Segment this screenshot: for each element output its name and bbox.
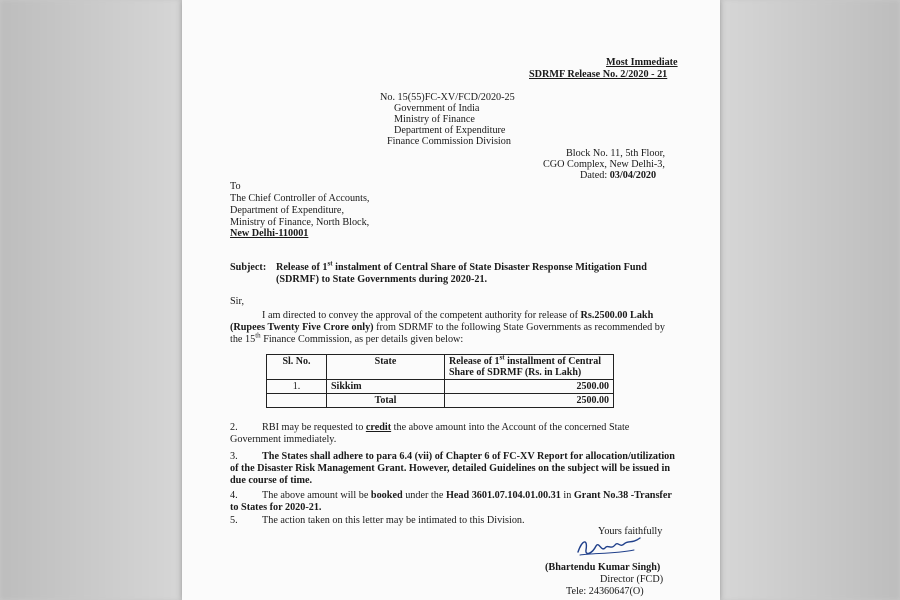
yours-faithfully: Yours faithfully [598,526,663,537]
signatory-name: (Bhartendu Kumar Singh) [545,562,661,573]
total-amount: 2500.00 [445,394,614,408]
release-table [266,354,614,408]
table-row [267,380,614,394]
date-label: Dated: [580,170,610,181]
signatory-designation: Director (FCD) [600,574,664,585]
signature-icon [574,532,644,560]
address-line-1: Block No. 11, 5th Floor, [566,148,666,159]
file-number: No. 15(55)FC-XV/FCD/2020-25 [380,92,515,103]
para1-line-2: (Rupees Twenty Five Crore only) from SDRMF to the following State Governments as recommended by [230,322,665,333]
header-state: State [327,355,445,380]
para2-line-1: RBI may be requested to credit the above amount into the Account of the concerned State [262,422,630,433]
to-label: To [230,181,241,192]
para4-number: 4. [230,490,238,501]
table-header-row [267,355,614,380]
para3-line-3: due course of time. [230,475,313,486]
header-sl-no: Sl. No. [267,355,327,380]
para1-line-1: I am directed to convey the approval of the competent authority for release of Rs.2500.00 Lakh [262,310,654,321]
row-amount: 2500.00 [445,380,614,394]
para5-line-1: The action taken on this letter may be intimated to this Division. [262,515,525,526]
blurred-background-left [0,0,182,600]
subject-label: Subject: [230,262,267,273]
total-empty-cell [267,394,327,408]
header-release: Release of 1st installment of Central Share of SDRMF (Rs. in Lakh) [445,355,614,380]
release-number: SDRMF Release No. 2/2020 - 21 [529,69,668,80]
date-line [580,170,656,182]
recipient-line-3: Ministry of Finance, North Block, [230,217,370,228]
para3-line-1: The States shall adhere to para 6.4 (vii) of Chapter 6 of FC-XV Report for allocation/utilization [262,451,675,462]
recipient-line-2: Department of Expenditure, [230,205,345,216]
recipient-line-1: The Chief Controller of Accounts, [230,193,370,204]
office-line-1: Government of India [394,103,480,114]
subject-line-2: (SDRMF) to State Governments during 2020-21. [276,274,488,285]
row-sl-no: 1. [267,380,327,394]
row-state: Sikkim [327,380,445,394]
office-line-4: Finance Commission Division [387,136,511,147]
signatory-telephone: Tele: 24360647(O) [566,586,644,597]
para2-number: 2. [230,422,238,433]
address-line-2: CGO Complex, New Delhi-3, [543,159,665,170]
para4-line-1: The above amount will be booked under the Head 3601.07.104.01.00.31 in Grant No.38 -Transfer [262,490,672,501]
salutation: Sir, [230,296,245,307]
para5-number: 5. [230,515,238,526]
para3-line-2: of the Disaster Risk Management Grant. However, detailed Guidelines on the subject will be issued in [230,463,671,474]
date-value: 03/04/2020 [609,170,657,181]
office-line-2: Ministry of Finance [394,114,475,125]
blurred-background-right [720,0,900,600]
total-label: Total [327,394,445,408]
office-line-3: Department of Expenditure [394,125,506,136]
para4-line-2: to States for 2020-21. [230,502,322,513]
para3-number: 3. [230,451,238,462]
recipient-city: New Delhi-110001 [230,228,309,239]
subject-line-1: Release of 1st instalment of Central Share of State Disaster Response Mitigation Fund [276,259,647,273]
table-total-row [267,394,614,408]
priority-label: Most Immediate [606,57,678,68]
para2-line-2: Government immediately. [230,434,337,445]
para1-line-3: the 15th Finance Commission, as per details given below: [230,331,464,345]
letter-page [182,0,720,600]
